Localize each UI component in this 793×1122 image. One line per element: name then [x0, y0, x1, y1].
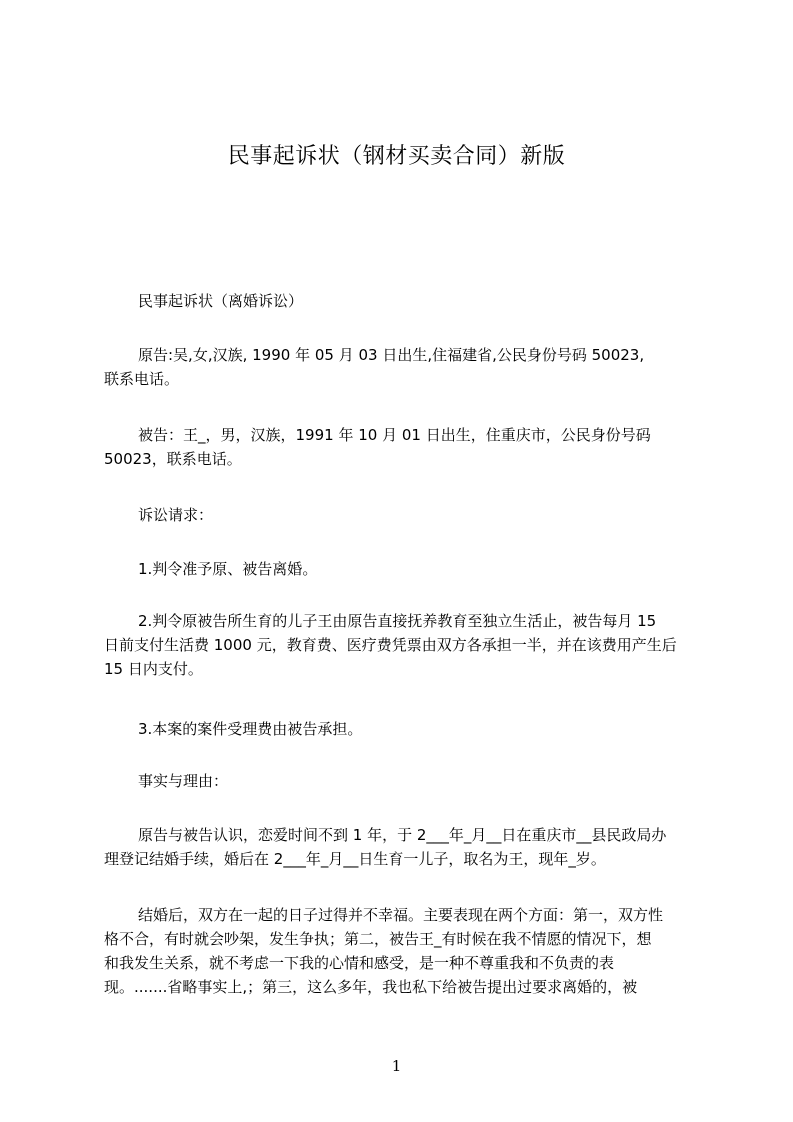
paragraph-heading	[104, 289, 700, 313]
text-line: 格不合，有时就会吵架，发生争执；第二，被告王_有时候在我不情愿的情况下，想	[104, 930, 652, 948]
paragraph-facts-1	[104, 823, 700, 871]
text-line: 和我发生关系，就不考虑一下我的心情和感受，是一种不尊重我和不负责的表	[104, 954, 615, 972]
document-title: 民事起诉状（钢材买卖合同）新版	[227, 144, 566, 169]
text-line: 原告与被告认识，恋爱时间不到 1 年，于 2___年_月__日在重庆市__县民政局办	[138, 826, 667, 844]
paragraph-facts-heading	[104, 769, 700, 793]
text-line: 原告:吴,女,汉族, 1990 年 05 月 03 日出生,住福建省,公民身份号码 50023,	[138, 346, 645, 364]
paragraph-claims-heading	[104, 503, 700, 527]
text-line: 诉讼请求：	[138, 506, 214, 524]
text-line: 现。.......省略事实上,；第三，这么多年，我也私下给被告提出过要求离婚的，被	[104, 978, 638, 996]
text-line: 1.判令准予原、被告离婚。	[138, 560, 318, 578]
text-line: 理登记结婚手续，婚后在 2___年_月__日生育一儿子，取名为王，现年_岁。	[104, 850, 606, 868]
text-line: 联系电话。	[104, 370, 180, 388]
paragraph-claim-3	[104, 717, 700, 741]
text-line: 50023，联系电话。	[104, 450, 242, 468]
text-line: 日前支付生活费 1000 元，教育费、医疗费凭票由双方各承担一半，并在该费用产生后	[104, 636, 677, 654]
paragraph-defendant	[104, 423, 700, 471]
page-number: 1	[391, 1057, 402, 1075]
text-line: 2.判令原被告所生育的儿子王由原告直接抚养教育至独立生活止，被告每月 15	[138, 612, 657, 630]
text-line: 结婚后，双方在一起的日子过得并不幸福。主要表现在两个方面：第一，双方性	[138, 906, 664, 924]
text-line: 事实与理由：	[138, 772, 229, 790]
text-line: 3.本案的案件受理费由被告承担。	[138, 720, 363, 738]
paragraph-facts-2	[104, 903, 700, 999]
text-line: 民事起诉状（离婚诉讼）	[138, 292, 304, 310]
paragraph-plaintiff	[104, 343, 700, 391]
text-line: 15 日内支付。	[104, 660, 203, 678]
paragraph-claim-2	[104, 609, 700, 681]
text-line: 被告：王_，男，汉族，1991 年 10 月 01 日出生，住重庆市，公民身份号码	[138, 426, 651, 444]
paragraph-claim-1	[104, 557, 700, 581]
